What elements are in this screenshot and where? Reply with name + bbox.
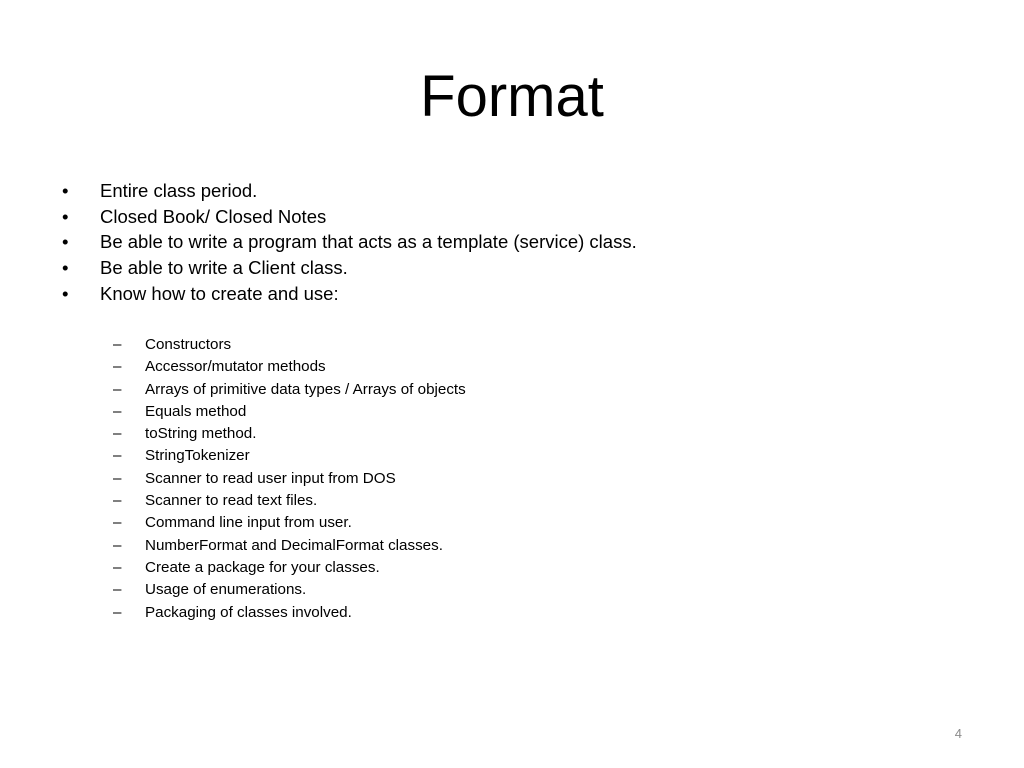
sub-bullet-text: Equals method [145,402,247,420]
sub-bullet-text: Accessor/mutator methods [145,358,326,376]
sub-bullet-item [113,468,466,490]
sub-bullet-item [113,334,466,356]
bullet-item [62,204,637,230]
sub-bullet-text: Scanner to read text files. [145,492,318,510]
sub-bullet-text: toString method. [145,425,257,443]
bullet-text: Entire class period. [100,180,258,201]
page-number: 4 [954,726,962,741]
dash-icon: – [113,380,122,398]
sub-bullet-item [113,379,466,401]
sub-bullet-text: NumberFormat and DecimalFormat classes. [145,536,443,554]
bullet-icon: • [62,257,69,279]
sub-bullet-item [113,579,466,601]
dash-icon: – [113,514,122,532]
bullet-text: Know how to create and use: [100,282,339,304]
sub-bullet-text: StringTokenizer [145,447,250,465]
dash-icon: – [113,469,122,487]
dash-icon: – [113,336,122,353]
sub-bullet-text: Scanner to read user input from DOS [145,469,396,487]
sub-bullet-text: Constructors [145,336,232,353]
bullet-icon: • [62,205,69,227]
sub-bullet-item [113,356,466,378]
bullet-list [62,178,637,307]
sub-bullet-item [113,401,466,423]
sub-bullet-text: Arrays of primitive data types / Arrays of objects [145,380,466,398]
sub-bullet-text: Command line input from user. [145,514,352,532]
dash-icon: – [113,425,122,443]
bullet-text: Closed Book/ Closed Notes [100,205,327,227]
sub-bullet-item [113,512,466,534]
bullet-item [62,255,637,281]
sub-bullet-item [113,490,466,512]
dash-icon: – [113,536,122,554]
sub-bullet-list [113,334,466,624]
bullet-icon: • [62,231,69,253]
sub-bullet-text: Create a package for your classes. [145,558,380,576]
dash-icon: – [113,358,122,376]
sub-bullet-text: Packaging of classes involved. [145,603,352,621]
bullet-item [62,281,637,307]
dash-icon: – [113,603,122,621]
bullet-item [62,229,637,255]
bullet-icon: • [62,282,69,304]
slide-title: Format [420,64,604,129]
sub-bullet-item [113,423,466,445]
bullet-text: Be able to write a program that acts as a template (service) class. [100,231,637,253]
sub-bullet-item [113,445,466,467]
dash-icon: – [113,402,122,420]
dash-icon: – [113,447,122,465]
bullet-icon: • [62,180,69,201]
bullet-item [62,178,637,204]
dash-icon: – [113,581,122,599]
dash-icon: – [113,492,122,510]
sub-bullet-item [113,557,466,579]
sub-bullet-item [113,602,466,624]
dash-icon: – [113,558,122,576]
sub-bullet-text: Usage of enumerations. [145,581,307,599]
sub-bullet-item [113,535,466,557]
bullet-text: Be able to write a Client class. [100,257,348,279]
